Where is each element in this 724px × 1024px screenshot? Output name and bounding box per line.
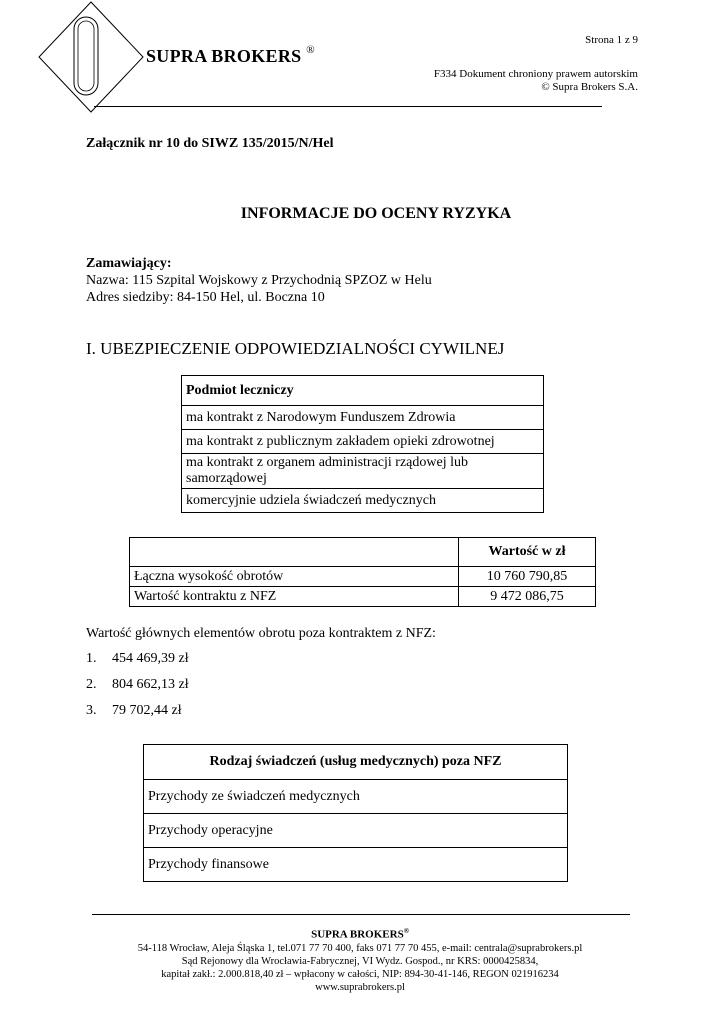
copyright-notice [434,68,638,94]
table-cell: komercyjnie udziela świadczeń medycznych [182,489,544,513]
orderer-address: Adres siedziby: 84-150 Hel, ul. Boczna 10 [86,290,325,305]
supra-brokers-logo-icon [36,0,146,115]
other-revenue-label: Wartość głównych elementów obrotu poza kontraktem z NFZ: [86,626,436,641]
list-value: 454 469,39 zł [112,651,189,666]
orderer-label: Zamawiający: [86,256,172,271]
table-cell: Łączna wysokość obrotów [130,567,459,587]
annex-reference: Załącznik nr 10 do SIWZ 135/2015/N/Hel [86,136,334,151]
table-cell: 10 760 790,85 [459,567,596,587]
table-row [182,406,544,430]
brand-name: SUPRA BROKERS ® [146,44,315,66]
table-row [144,848,568,882]
section-heading: I. UBEZPIECZENIE ODPOWIEDZIALNOŚCI CYWILNEJ [86,339,505,358]
table-header-row [130,538,596,567]
table-row [130,587,596,607]
table-cell: ma kontrakt z publicznym zakładem opieki zdrowotnej [182,430,544,454]
table-row [144,780,568,814]
list-number: 3. [86,703,97,718]
list-number: 1. [86,651,97,666]
copyright-line: © Supra Brokers S.A. [541,81,638,93]
table-row [182,489,544,513]
list-item [86,677,189,693]
table-header-cell [130,538,459,567]
page-footer [60,925,660,994]
table-cell: Przychody finansowe [144,848,568,882]
entity-type-table [181,375,544,513]
table-header-cell: Podmiot leczniczy [182,376,544,406]
list-item [86,703,182,719]
footer-website-link[interactable]: www.suprabrokers.pl [315,981,405,993]
table-cell: Wartość kontraktu z NFZ [130,587,459,607]
orderer-name: Nazwa: 115 Szpital Wojskowy z Przychodnią SPZOZ w Helu [86,273,432,288]
table-row [182,430,544,454]
services-table [143,744,568,882]
table-header-cell: Rodzaj świadczeń (usług medycznych) poza NFZ [144,745,568,780]
list-value: 804 662,13 zł [112,677,189,692]
table-header-cell: Wartość w zł [459,538,596,567]
list-item [86,651,189,667]
table-cell: Przychody ze świadczeń medycznych [144,780,568,814]
footer-line: Sąd Rejonowy dla Wrocławia-Fabrycznej, VI Wydz. Gospod., nr KRS: 0000425834, [181,955,539,967]
copyright-line: F334 Dokument chroniony prawem autorskim [433,68,638,80]
table-cell: Przychody operacyjne [144,814,568,848]
page-title: INFORMACJE DO OCENY RYZYKA [240,205,512,222]
list-value: 79 702,44 zł [112,703,182,718]
table-header-row [182,376,544,406]
table-row [182,454,544,489]
page-number: Strona 1 z 9 [585,34,638,46]
table-header-row [144,745,568,780]
table-cell: ma kontrakt z Narodowym Funduszem Zdrowia [182,406,544,430]
footer-line: 54-118 Wrocław, Aleja Śląska 1, tel.071 77 70 400, faks 071 77 70 455, e-mail: centrala@suprabrokers.pl [137,942,583,954]
revenue-table [129,537,596,607]
table-row [130,567,596,587]
list-number: 2. [86,677,97,692]
footer-brand: SUPRA BROKERS® [311,927,409,941]
table-cell: ma kontrakt z organem administracji rządowej lub samorządowej [182,454,544,489]
footer-line: kapitał zakł.: 2.000.818,40 zł – wpłacony w całości, NIP: 894-30-41-146, REGON 021916234 [161,968,559,980]
table-cell: 9 472 086,75 [459,587,596,607]
header-divider [94,106,602,107]
table-row [144,814,568,848]
footer-divider [92,914,630,915]
